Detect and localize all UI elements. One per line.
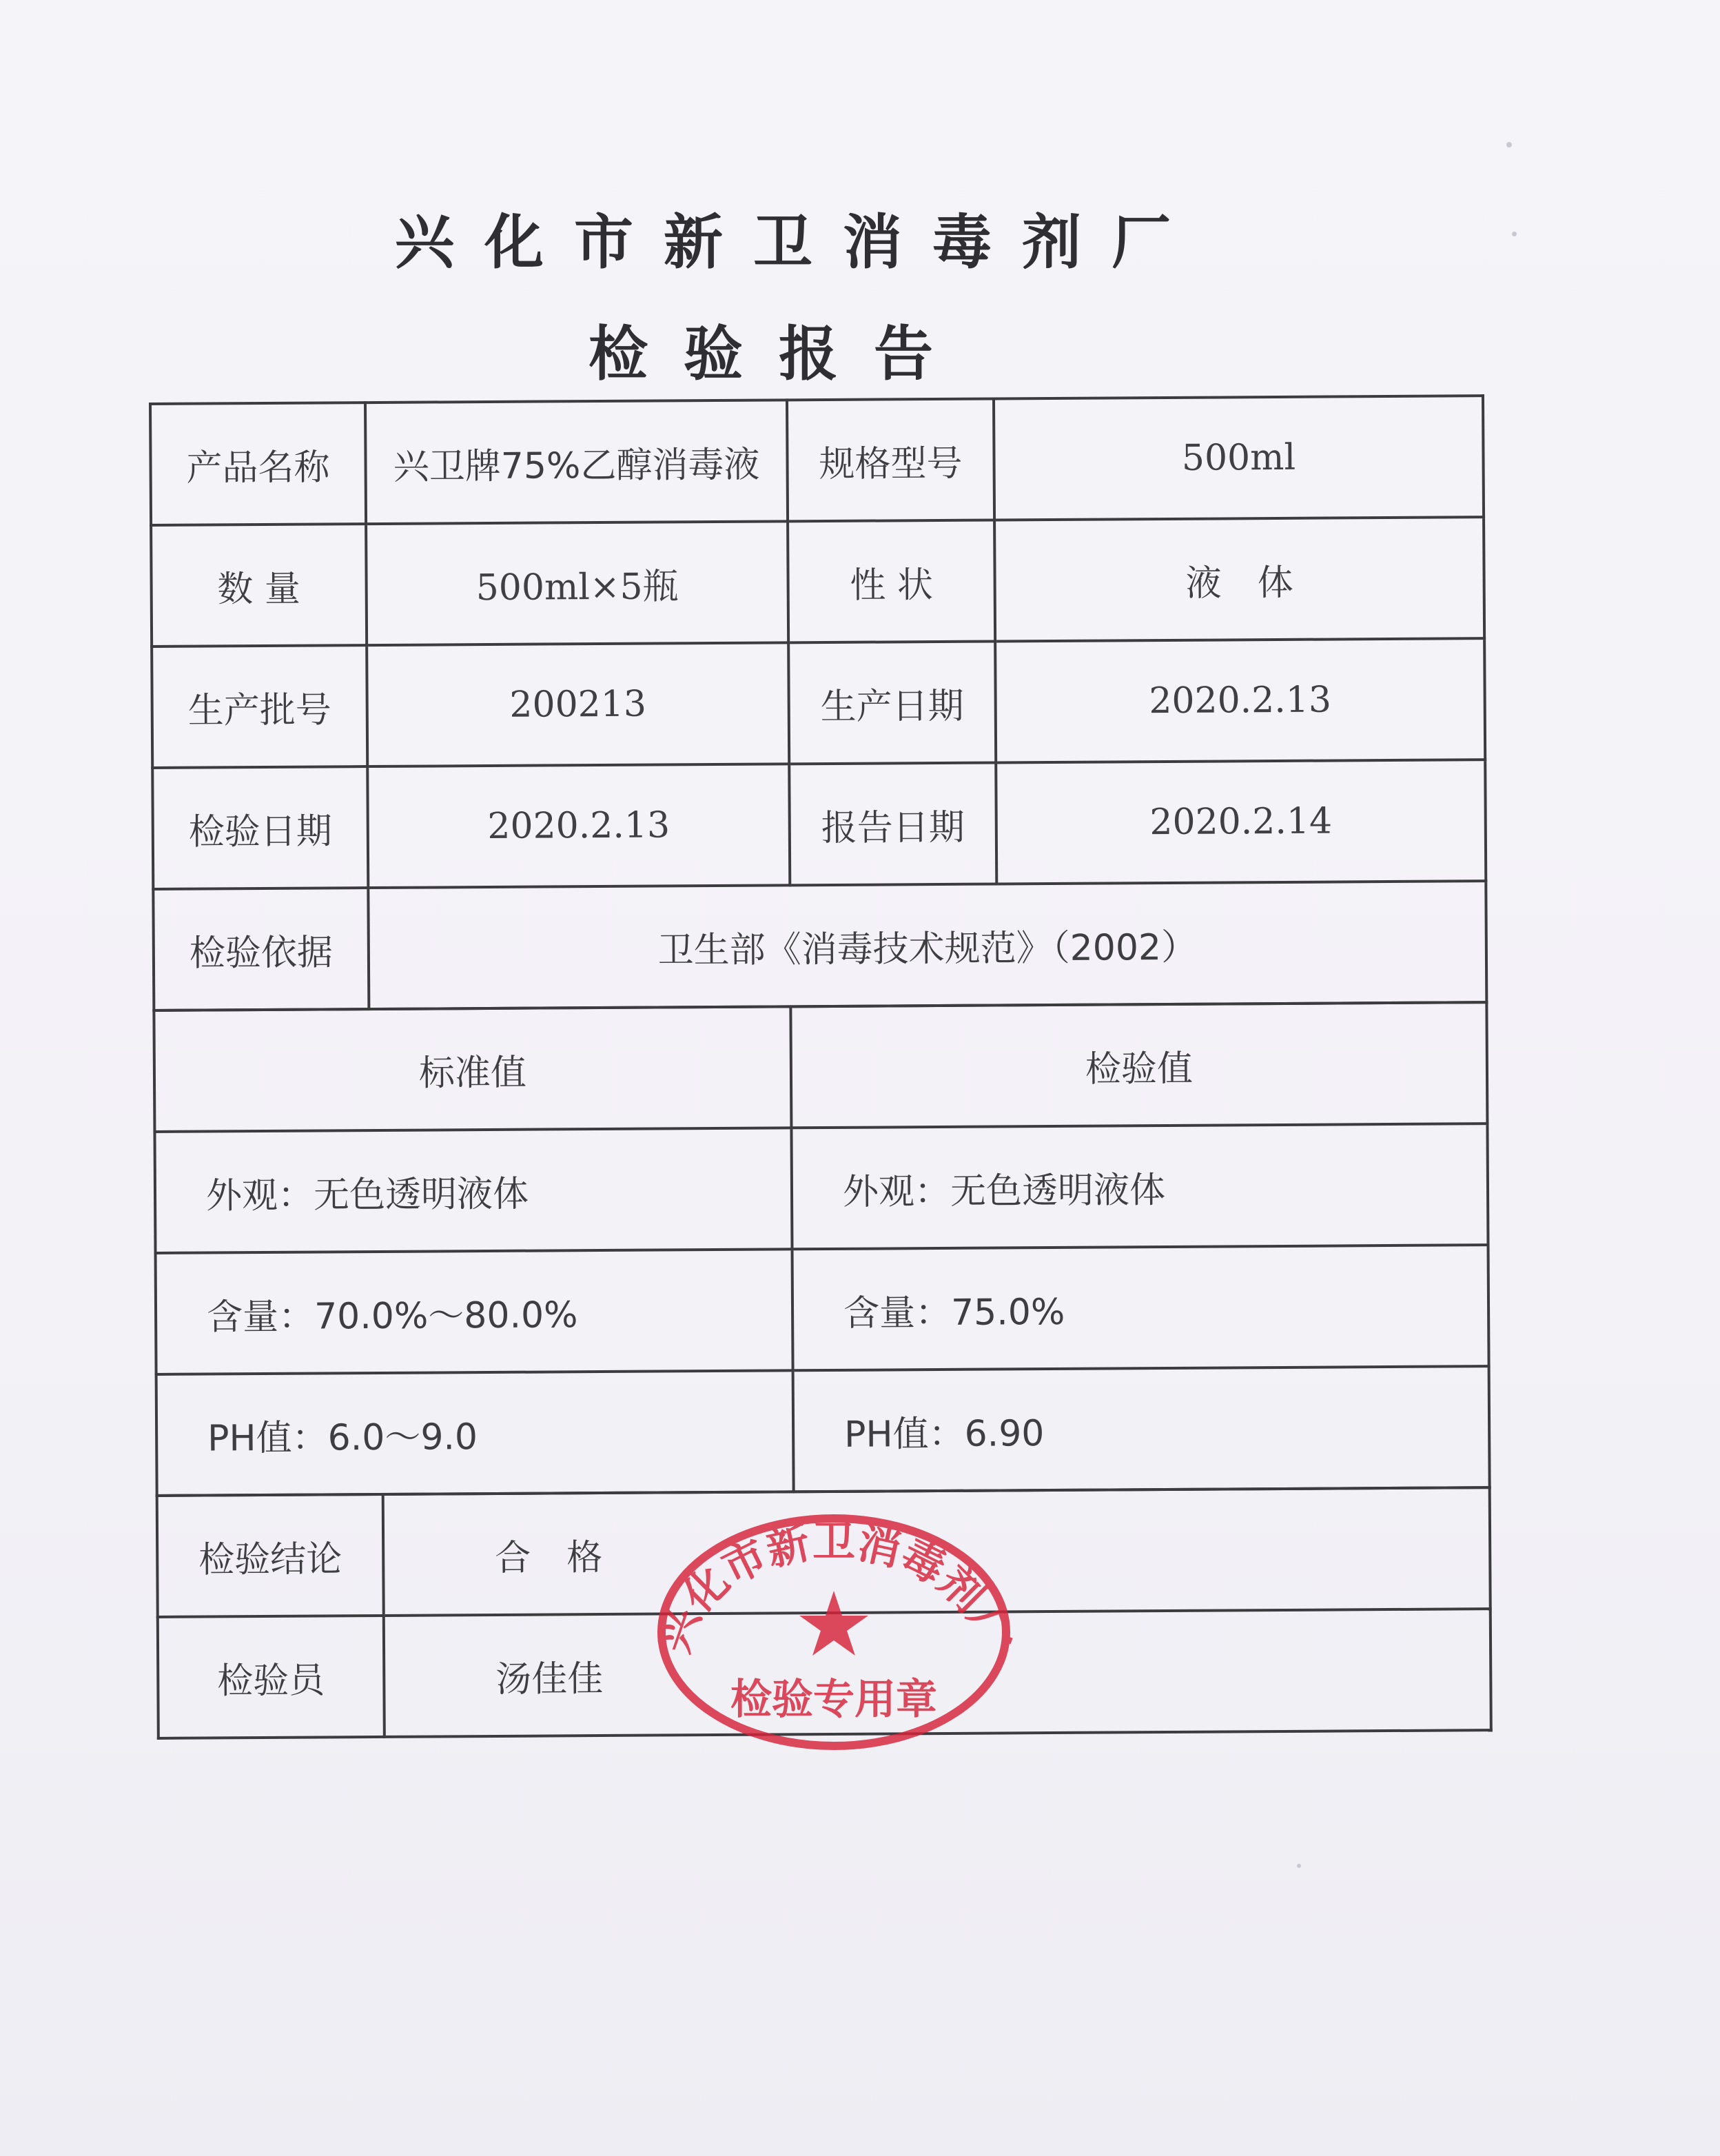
table-row	[156, 1245, 1489, 1374]
report-table	[149, 394, 1488, 1012]
basis-value: 卫生部《消毒技术规范》（2002）	[368, 881, 1486, 1009]
production-date-label: 生产日期	[788, 642, 996, 764]
quantity-value: 500ml×5瓶	[366, 521, 788, 645]
scan-speck	[1512, 232, 1517, 236]
spec-label: 规格型号	[787, 399, 994, 522]
comparison-table	[152, 1001, 1491, 1497]
table-row	[152, 638, 1485, 768]
product-name-value: 兴卫牌75%乙醇消毒液	[365, 400, 788, 524]
table-row	[153, 881, 1486, 1010]
table-row	[154, 1123, 1488, 1253]
table-row	[152, 760, 1486, 889]
table-row	[158, 1609, 1491, 1738]
scan-speck	[1297, 1864, 1301, 1868]
inspector-label: 检验员	[158, 1616, 385, 1738]
table-row	[156, 1366, 1490, 1496]
table-row	[157, 1487, 1491, 1617]
conclusion-value: 合 格	[383, 1487, 1491, 1616]
inspector-value: 汤佳佳	[384, 1609, 1491, 1737]
batch-number-value: 200213	[367, 642, 789, 766]
standard-ph: PH值：6.0～9.0	[156, 1370, 794, 1496]
table-row	[154, 1002, 1487, 1132]
result-content: 含量：75.0%	[792, 1245, 1489, 1370]
basis-label: 检验依据	[153, 888, 369, 1010]
result-appearance: 外观：无色透明液体	[791, 1123, 1488, 1249]
signoff-table	[156, 1486, 1493, 1740]
table-row	[151, 517, 1484, 647]
standard-content: 含量：70.0%～80.0%	[156, 1249, 793, 1374]
report-date-value: 2020.2.14	[996, 760, 1486, 884]
conclusion-label: 检验结论	[157, 1494, 384, 1617]
result-header: 检验值	[790, 1002, 1487, 1128]
quantity-label: 数 量	[151, 524, 367, 647]
standard-header: 标准值	[154, 1006, 791, 1132]
seal-inner-text: 检验专用章	[730, 1676, 937, 1724]
report-title: 检验报告	[588, 320, 969, 389]
seal-outer-text: 兴化市新卫消毒剂厂	[648, 1516, 1019, 1659]
batch-number-label: 生产批号	[152, 645, 367, 768]
production-date-value: 2020.2.13	[995, 638, 1485, 762]
appearance-state-value: 液 体	[994, 517, 1484, 641]
product-name-label: 产品名称	[150, 403, 366, 525]
spec-value: 500ml	[994, 396, 1484, 520]
inspection-date-value: 2020.2.13	[367, 764, 790, 888]
table-row	[150, 396, 1484, 525]
standard-appearance: 外观：无色透明液体	[154, 1128, 792, 1253]
appearance-state-label: 性 状	[788, 520, 995, 643]
scan-speck	[1506, 142, 1512, 148]
report-date-label: 报告日期	[789, 763, 996, 886]
inspection-form	[149, 394, 1490, 1767]
company-name: 兴化市新卫消毒剂厂	[395, 208, 1201, 277]
inspection-date-label: 检验日期	[152, 766, 368, 889]
result-ph: PH值：6.90	[793, 1366, 1490, 1492]
